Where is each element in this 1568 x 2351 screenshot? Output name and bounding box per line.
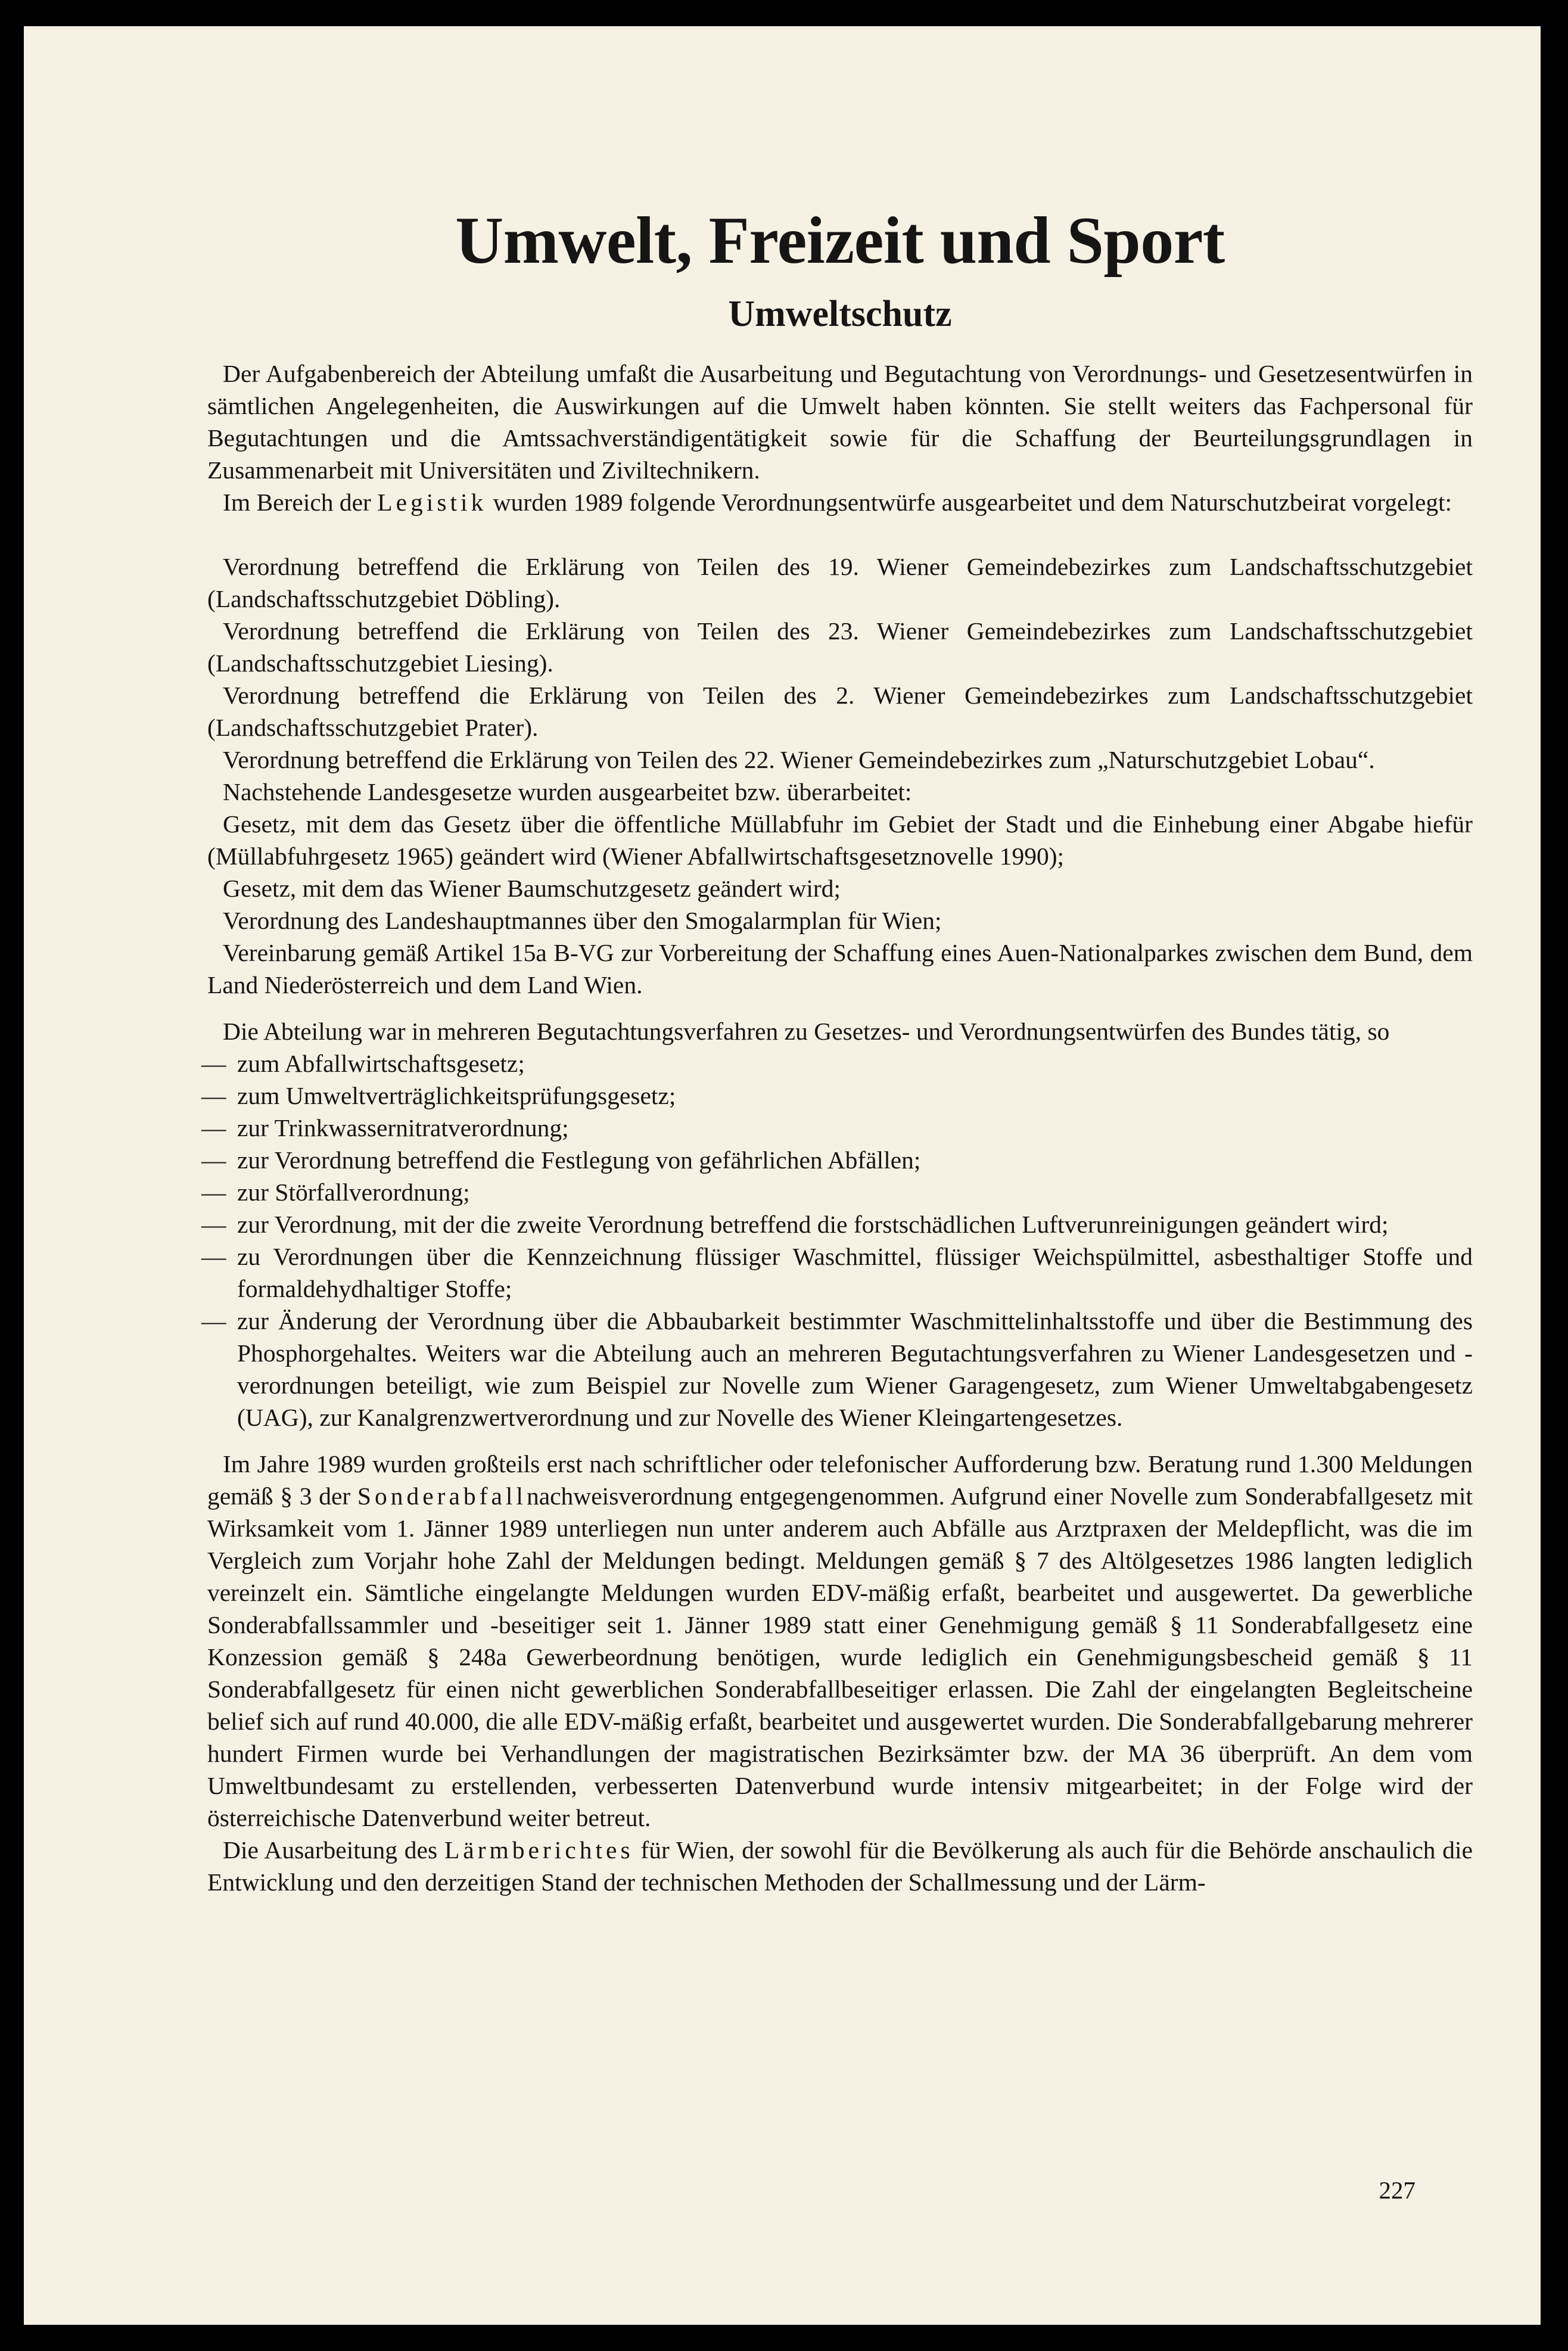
laerm-keyword: Lärmberichtes <box>444 1836 634 1864</box>
legistik-text-after: wurden 1989 folgende Verordnungsentwürfe ausgearbeitet und dem Naturschutzbeirat vorgelegt: <box>493 489 1452 516</box>
sonderabfall-text-after: nachweisverordnung entgegengenommen. Aufgrund einer Novelle zum Sonderabfallgesetz mit Wirksamkeit vom 1. Jänner 1989 unterliegen nun unter anderem auch Abfälle aus Arztpraxen der Meldepflicht, was die im Vergleich zum Vorjahr hohe Zahl der Meldungen bedingt. Meldungen gemäß § 7 des Altölgesetzes 1986 langten lediglich vereinzelt ein. Sämtliche eingelangte Meldungen wurden EDV-mäßig erfaßt, bearbeitet und ausgewertet. Da gewerbliche Sonderabfallssammler und -beseitiger seit 1. Jänner 1989 statt einer Genehmigung gemäß § 11 Sonderabfallgesetz eine Konzession gemäß § 248a Gewerbeordnung benötigen, wurde lediglich ein Genehmigungsbescheid gemäß § 11 Sonderabfallgesetz für einen nicht gewerblichen Sonderabfallbeseitiger erlassen. Die Zahl der eingelangten Begleitscheine belief sich auf rund 40.000, die alle EDV-mäßig erfaßt, bearbeitet und ausgewertet wurden. Die Sonderabfallgebarung mehrerer hundert Firmen wurde bei Verhandlungen der magistratischen Bezirksämter bzw. der MA 36 überprüft. An dem vom Umweltbundesamt zu erstellenden, verbesserten Datenverbund wurde intensiv mitgearbeitet; in der Folge wird der österreichische Datenverbund weiter betreut. <box>207 1482 1473 1831</box>
laerm-paragraph <box>207 1834 1473 1898</box>
paragraph-spacer <box>207 1433 1473 1448</box>
sonderabfall-text-before: Im Jahre 1989 wurden großteils erst nach schriftlicher oder telefonischer Aufforderung bzw. Beratung rund 1.300 Meldungen gemäß § 3 der <box>207 1450 1473 1510</box>
paragraph-spacer <box>207 1001 1473 1015</box>
legistik-keyword: Legistik <box>377 489 487 516</box>
landesgesetze-intro: Nachstehende Landesgesetze wurden ausgearbeitet bzw. überarbeitet: <box>223 778 912 806</box>
sonderabfall-keyword: Sonderabfall <box>357 1482 527 1510</box>
page-title: Umwelt, Freizeit und Sport <box>455 204 1225 278</box>
landesgesetz-item: Vereinbarung gemäß Artikel 15a B-VG zur Vorbereitung der Schaffung eines Auen-Nationalparkes zwischen dem Bund, dem Land Niederösterreich und dem Land Wien. <box>207 939 1473 999</box>
sonderabfall-paragraph <box>207 1448 1473 1834</box>
laerm-text-after: für Wien, der sowohl für die Bevölkerung als auch für die Behörde anschaulich die Entwicklung und den derzeitigen Stand der technischen Methoden der Schallmessung und der Lärm- <box>207 1836 1473 1896</box>
page-content <box>207 199 1473 1898</box>
landesgesetz-item: Gesetz, mit dem das Gesetz über die öffentliche Müllabfuhr im Gebiet der Stadt und die Einhebung einer Abgabe hiefür (Müllabfuhrgesetz 1965) geändert wird (Wiener Abfallwirtschaftsgesetznovelle 1990); <box>207 810 1473 870</box>
intro-paragraph: Der Aufgabenbereich der Abteilung umfaßt die Ausarbeitung und Begutachtung von Verordnungs- und Gesetzesentwürfen in sämtlichen Angelegenheiten, die Auswirkungen auf die Umwelt haben könnten. Sie stellt weiters das Fachpersonal für Begutachtungen und die Amtssachverständigentätigkeit sowie für die Schaffung der Beurteilungsgrundlagen in Zusammenarbeit mit Universitäten und Ziviltechnikern. <box>207 360 1473 484</box>
verordnung-item: Verordnung betreffend die Erklärung von Teilen des 2. Wiener Gemeindebezirkes zum Landschaftsschutzgebiet (Landschaftsschutzgebiet Prater). <box>207 682 1473 741</box>
begutachtung-list <box>207 1047 1473 1433</box>
legistik-paragraph <box>207 486 1473 518</box>
list-item: — zur Trinkwassernitratverordnung; <box>207 1112 1473 1144</box>
list-item: — zum Umweltverträglichkeitsprüfungsgesetz; <box>207 1080 1473 1112</box>
list-item: — zur Störfallverordnung; <box>207 1176 1473 1208</box>
list-item: — zur Änderung der Verordnung über die Abbaubarkeit bestimmter Waschmittelinhaltsstoffe und über die Bestimmung des Phosphorgehaltes. Weiters war die Abteilung auch an mehreren Begutachtungsverfahren zu Wiener Landesgesetzen und -verordnungen beteiligt, wie zum Beispiel zur Novelle zum Wiener Garagengesetz, zum Wiener Umweltabgabengesetz (UAG), zur Kanalgrenzwertverordnung und zur Novelle des Wiener Kleingartengesetzes. <box>207 1305 1473 1433</box>
verordnung-item: Verordnung betreffend die Erklärung von Teilen des 22. Wiener Gemeindebezirkes zum „Naturschutzgebiet Lobau“. <box>223 746 1375 773</box>
paragraph-spacer <box>207 518 1473 551</box>
begutachtung-intro: Die Abteilung war in mehreren Begutachtungsverfahren zu Gesetzes- und Verordnungsentwürfen des Bundes tätig, so <box>223 1018 1390 1045</box>
legistik-text-before: Im Bereich der <box>223 489 371 516</box>
laerm-text-before: Die Ausarbeitung des <box>223 1836 438 1864</box>
document-page <box>24 26 1541 2325</box>
list-item: — zum Abfallwirtschaftsgesetz; <box>207 1047 1473 1080</box>
list-item: — zu Verordnungen über die Kennzeichnung flüssiger Waschmittel, flüssiger Weichspülmittel, asbesthaltiger Stoffe und formaldehydhaltiger Stoffe; <box>207 1240 1473 1305</box>
landesgesetz-item: Verordnung des Landeshauptmannes über den Smogalarmplan für Wien; <box>223 907 942 934</box>
list-item: — zur Verordnung, mit der die zweite Verordnung betreffend die forstschädlichen Luftverunreinigungen geändert wird; <box>207 1208 1473 1240</box>
list-item: — zur Verordnung betreffend die Festlegung von gefährlichen Abfällen; <box>207 1144 1473 1176</box>
page-number: 227 <box>1379 2176 1415 2204</box>
landesgesetz-item: Gesetz, mit dem das Wiener Baumschutzgesetz geändert wird; <box>223 875 841 902</box>
section-heading: Umweltschutz <box>728 294 952 334</box>
verordnung-item: Verordnung betreffend die Erklärung von Teilen des 19. Wiener Gemeindebezirkes zum Landschaftsschutzgebiet (Landschaftsschutzgebiet Döbling). <box>207 553 1473 612</box>
verordnung-item: Verordnung betreffend die Erklärung von Teilen des 23. Wiener Gemeindebezirkes zum Landschaftsschutzgebiet (Landschaftsschutzgebiet Liesing). <box>207 617 1473 677</box>
